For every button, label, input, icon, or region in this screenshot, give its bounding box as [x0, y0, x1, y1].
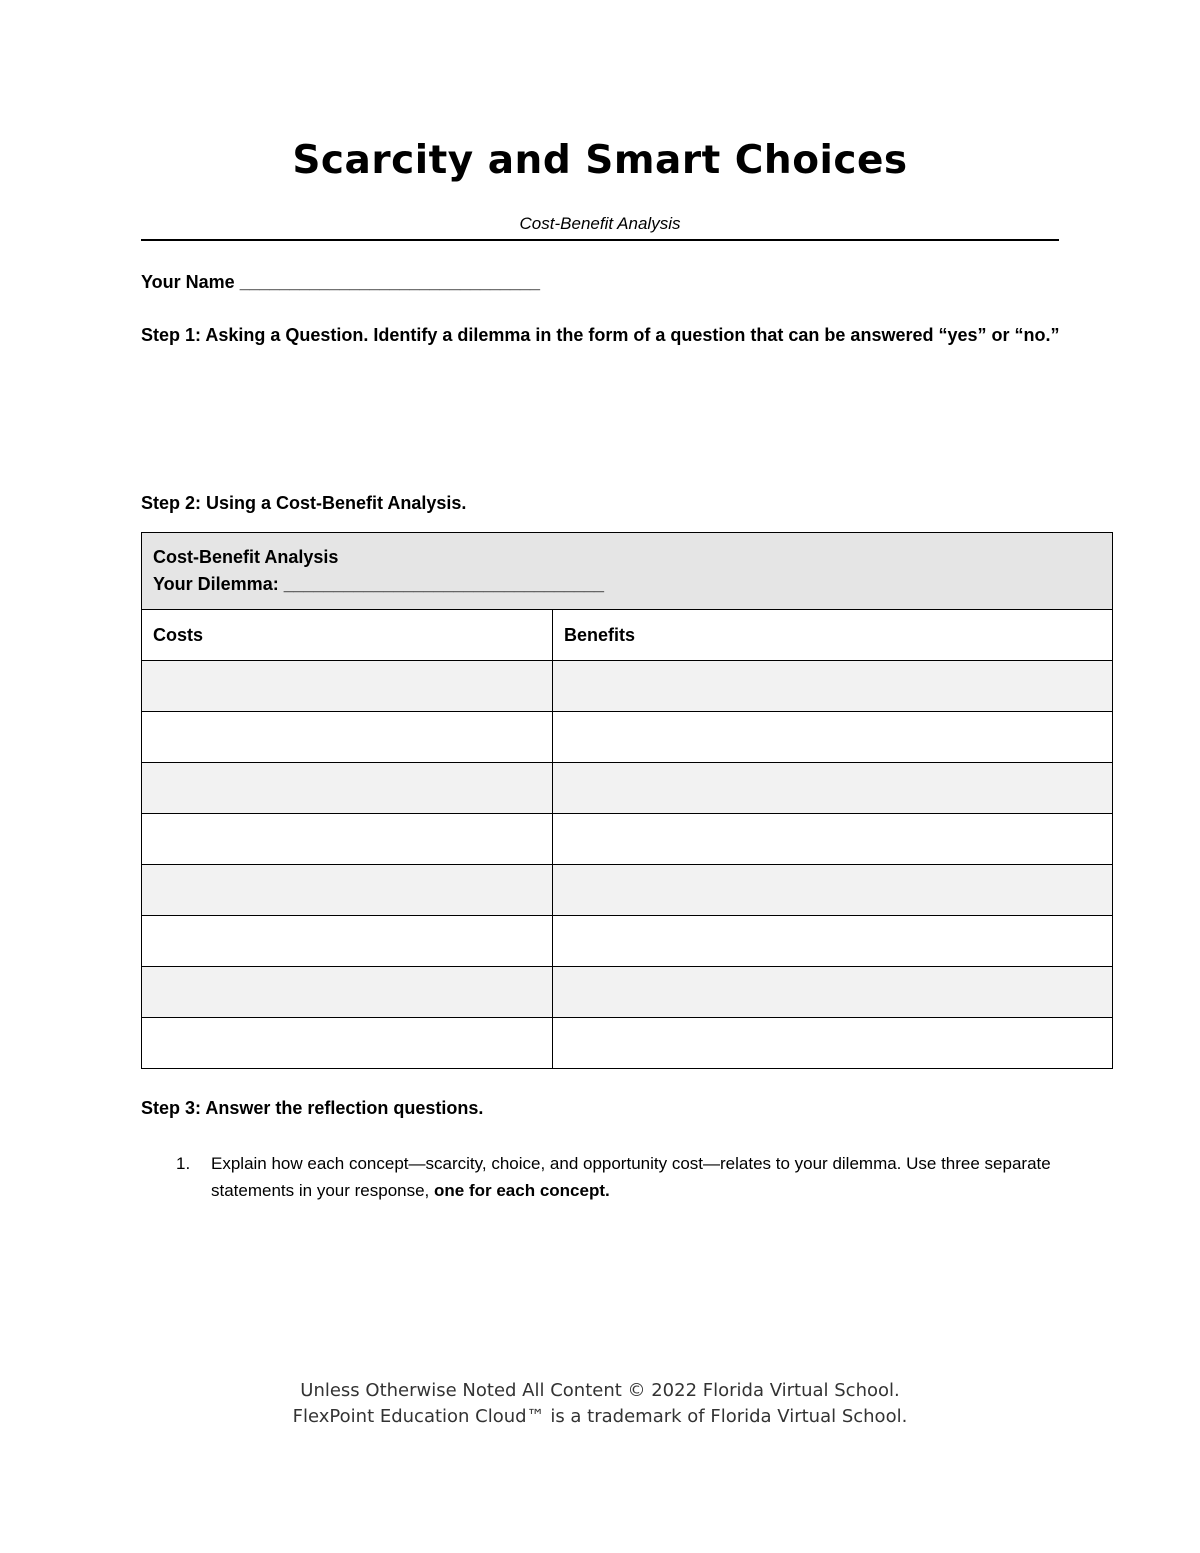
table-row	[142, 814, 1113, 865]
cost-cell[interactable]	[142, 661, 553, 712]
table-row	[142, 865, 1113, 916]
table-row	[142, 916, 1113, 967]
benefit-cell[interactable]	[553, 763, 1113, 814]
question-number: 1.	[176, 1154, 191, 1173]
footer-line-1: Unless Otherwise Noted All Content © 2022 Florida Virtual School.	[300, 1380, 900, 1401]
copyright-footer	[0, 1378, 1200, 1430]
dilemma-blank[interactable]: ________________________________	[283, 574, 605, 594]
table-row	[142, 763, 1113, 814]
page-title: Scarcity and Smart Choices	[292, 138, 908, 183]
benefit-cell[interactable]	[553, 814, 1113, 865]
cost-cell[interactable]	[142, 712, 553, 763]
benefit-cell[interactable]	[553, 967, 1113, 1018]
cost-cell[interactable]	[142, 1018, 553, 1069]
name-blank[interactable]: ______________________________	[239, 272, 541, 292]
title-divider	[141, 239, 1059, 241]
name-label: Your Name	[141, 272, 235, 292]
name-field-row	[141, 269, 540, 296]
step1-instruction: Step 1: Asking a Question. Identify a dilemma in the form of a question that can be answered “yes” or “no.”	[141, 325, 1060, 345]
page-subtitle: Cost-Benefit Analysis	[519, 214, 681, 233]
question-text-block	[211, 1150, 1076, 1204]
table-row	[142, 712, 1113, 763]
benefit-cell[interactable]	[553, 916, 1113, 967]
cost-cell[interactable]	[142, 814, 553, 865]
question-text: Explain how each concept—scarcity, choice, and opportunity cost—relates to your dilemma. Use three separate statements in your response,	[211, 1154, 1051, 1200]
benefit-cell[interactable]	[553, 712, 1113, 763]
dilemma-label: Your Dilemma:	[153, 574, 279, 594]
footer-line-2: FlexPoint Education Cloud™ is a trademark of Florida Virtual School.	[292, 1406, 908, 1427]
table-row	[142, 661, 1113, 712]
cost-cell[interactable]	[142, 967, 553, 1018]
table-row	[142, 967, 1113, 1018]
table-header-row	[142, 533, 1113, 610]
table-row	[142, 1018, 1113, 1069]
benefits-column-header: Benefits	[553, 610, 1113, 661]
column-header-row	[142, 610, 1113, 661]
benefit-cell[interactable]	[553, 661, 1113, 712]
step2-instruction: Step 2: Using a Cost-Benefit Analysis.	[141, 493, 467, 513]
benefit-cell[interactable]	[553, 865, 1113, 916]
table-header-cell	[142, 533, 1113, 610]
question-emphasis: one for each concept.	[434, 1181, 610, 1200]
cost-cell[interactable]	[142, 763, 553, 814]
table-header-title: Cost-Benefit Analysis	[153, 547, 339, 567]
cost-benefit-table	[141, 532, 1113, 1069]
costs-column-header: Costs	[142, 610, 553, 661]
step3-instruction: Step 3: Answer the reflection questions.	[141, 1098, 484, 1118]
dilemma-row	[153, 571, 1101, 598]
cost-cell[interactable]	[142, 916, 553, 967]
benefit-cell[interactable]	[553, 1018, 1113, 1069]
cost-cell[interactable]	[142, 865, 553, 916]
